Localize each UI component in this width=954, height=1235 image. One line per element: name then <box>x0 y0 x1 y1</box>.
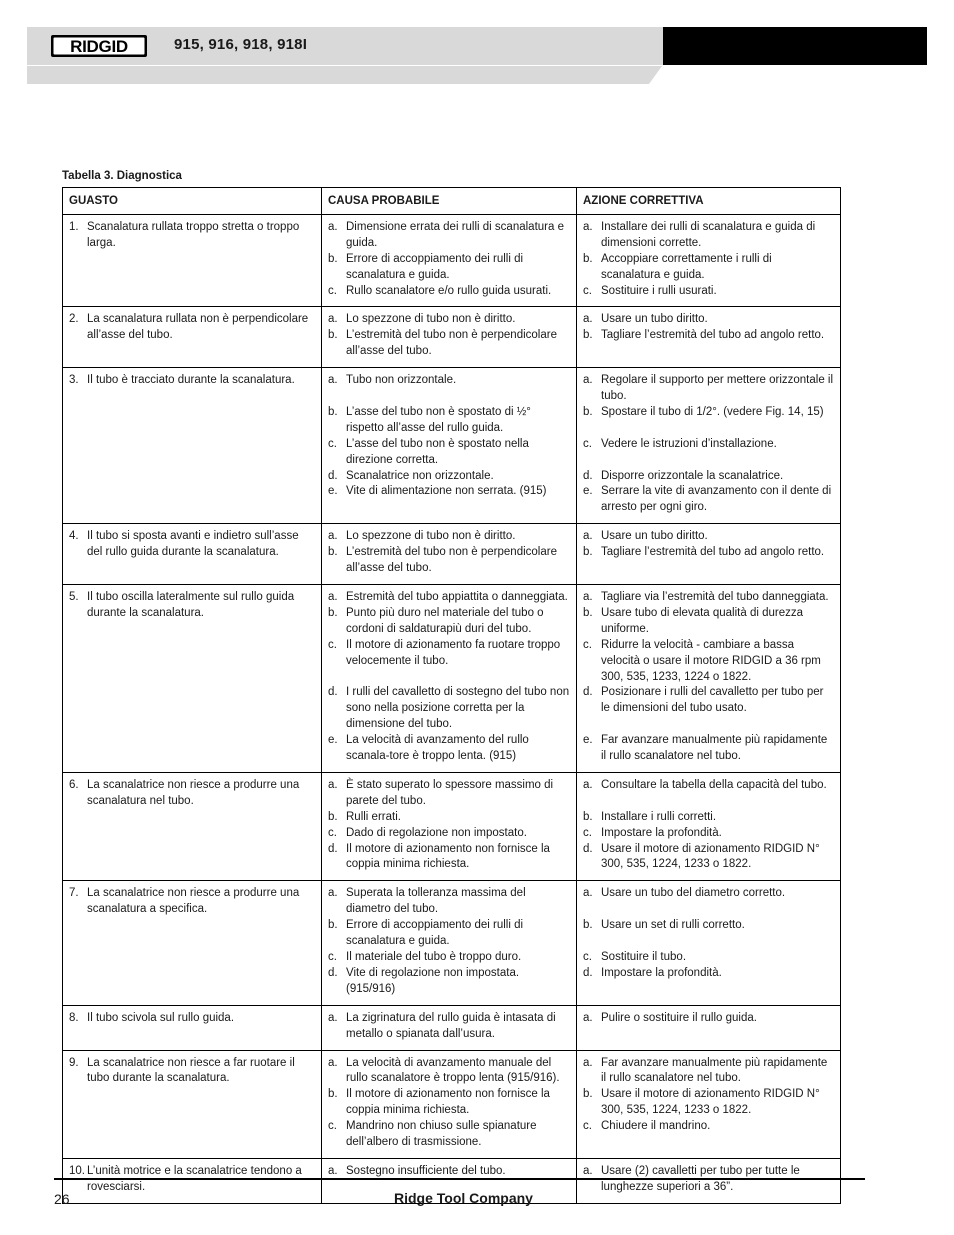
spacer <box>328 389 570 405</box>
cause-item <box>328 685 570 733</box>
spacer <box>583 794 834 810</box>
action-letter: a. <box>583 530 593 543</box>
action-letter: b. <box>583 329 593 342</box>
cause-text: Lo spezzone di tubo non è diritto. <box>346 313 516 326</box>
fault <box>69 1056 315 1088</box>
fault-cell <box>63 307 322 368</box>
cause-item <box>328 1011 570 1043</box>
action-item <box>583 484 834 516</box>
fault-text: La scanalatrice non riesce a far ruotare il tubo durante la scanalatura. <box>87 1056 295 1085</box>
cause-letter: c. <box>328 638 337 651</box>
spacer <box>583 902 834 918</box>
action-letter: c. <box>583 638 592 651</box>
action-cell <box>577 368 841 524</box>
action-item <box>583 328 834 344</box>
fault <box>69 312 315 344</box>
fault-text: Il tubo scivola sul rullo guida. <box>87 1011 235 1024</box>
fault-cell <box>63 772 322 880</box>
action-letter: d. <box>583 469 593 482</box>
action-text: Sostituire il tubo. <box>601 950 687 963</box>
cause-text: Scanalatrice non orizzontale. <box>346 469 494 482</box>
cause-item <box>328 373 570 389</box>
action-text: Accoppiare correttamente i rulli di scanalatura e guida. <box>601 252 772 281</box>
fault-text: La scanalatura rullata non è perpendicolare all’asse del tubo. <box>87 313 309 342</box>
action-item <box>583 1011 834 1027</box>
table-row <box>63 368 841 524</box>
table-row <box>63 772 841 880</box>
cause-text: Rullo scanalatore e/o rullo guida usurati. <box>346 284 552 297</box>
cause-item <box>328 638 570 670</box>
action-item <box>583 733 834 765</box>
cause-item <box>328 437 570 469</box>
action-letter: c. <box>583 1120 592 1133</box>
action-item <box>583 220 834 252</box>
spacer <box>583 934 834 950</box>
action-cell <box>577 524 841 585</box>
action-item <box>583 950 834 966</box>
action-item <box>583 1119 834 1135</box>
cause-text: Il motore di azionamento non fornisce la coppia minima richiesta. <box>346 1088 550 1117</box>
action-text: Installare i rulli corretti. <box>601 810 717 823</box>
fault <box>69 778 315 810</box>
table-row <box>63 1050 841 1158</box>
action-letter: a. <box>583 1011 593 1024</box>
action-text: Serrare la vite di avanzamento con il dente di arresto per ogni giro. <box>601 485 832 514</box>
cause-letter: e. <box>328 734 338 747</box>
cause-text: Errore di accoppiamento dei rulli di scanalatura e guida. <box>346 919 524 948</box>
fault-cell <box>63 524 322 585</box>
action-text: Usare il motore di azionamento RIDGID N° 300, 535, 1224, 1233 o 1822. <box>601 842 820 871</box>
action-text: Far avanzare manualmente più rapidamente il rullo scanalatore nel tubo. <box>601 734 828 763</box>
action-cell <box>577 881 841 1005</box>
action-item <box>583 826 834 842</box>
cause-letter: b. <box>328 405 338 418</box>
action-text: Sostituire i rulli usurati. <box>601 284 717 297</box>
cause-item <box>328 545 570 577</box>
cause-item <box>328 469 570 485</box>
action-text: Consultare la tabella della capacità del tubo. <box>601 778 827 791</box>
fault <box>69 373 315 389</box>
page-number: 26 <box>54 1191 70 1207</box>
fault-text: Il tubo si sposta avanti e indietro sull’asse del rullo guida durante la scanalatura. <box>87 530 299 559</box>
cause-letter: d. <box>328 686 338 699</box>
action-letter: b. <box>583 252 593 265</box>
action-letter: a. <box>583 374 593 387</box>
table-row <box>63 524 841 585</box>
action-item <box>583 966 834 982</box>
cause-letter: e. <box>328 485 338 498</box>
cause-cell <box>322 881 577 1005</box>
action-cell <box>577 1005 841 1050</box>
cause-text: Dado di regolazione non impostato. <box>346 826 527 839</box>
cause-text: Sostegno insufficiente del tubo. <box>346 1164 506 1177</box>
cause-text: Vite di regolazione non impostata. (915/916) <box>346 966 520 995</box>
spacer <box>583 453 834 469</box>
action-item <box>583 590 834 606</box>
action-text: Far avanzare manualmente più rapidamente il rullo scanalatore nel tubo. <box>601 1056 828 1085</box>
action-item <box>583 545 834 561</box>
cause-text: Superata la tolleranza massima del diametro del tubo. <box>346 887 526 916</box>
table-row <box>63 1005 841 1050</box>
action-letter: d. <box>583 966 593 979</box>
fault-text: La scanalatrice non riesce a produrre una scanalatura nel tubo. <box>87 778 300 807</box>
action-letter: b. <box>583 810 593 823</box>
action-text: Usare tubo di elevata qualità di durezza uniforme. <box>601 606 804 635</box>
cause-item <box>328 842 570 874</box>
cause-letter: b. <box>328 606 338 619</box>
fault-text: L’unità motrice e la scanalatrice tendono a rovesciarsi. <box>87 1164 302 1193</box>
action-text: Regolare il supporto per mettere orizzontale il tubo. <box>601 374 834 403</box>
cause-cell <box>322 307 577 368</box>
action-cell <box>577 1158 841 1203</box>
cause-letter: a. <box>328 220 338 233</box>
cause-text: Tubo non orizzontale. <box>346 374 457 387</box>
cause-letter: b. <box>328 252 338 265</box>
cause-text: La velocità di avanzamento manuale del rullo scanalatore è troppo lenta (915/916). <box>346 1056 560 1085</box>
cause-text: Il materiale del tubo è troppo duro. <box>346 951 522 964</box>
action-text: Installare dei rulli di scanalatura e guida di dimensioni corrette. <box>601 220 816 249</box>
fault-cell <box>63 1005 322 1050</box>
cause-letter: a. <box>328 591 338 603</box>
action-text: Impostare la profondità. <box>601 966 722 979</box>
cause-letter: b. <box>328 546 338 559</box>
cause-item <box>328 606 570 638</box>
action-text: Chiudere il mandrino. <box>601 1120 711 1133</box>
action-letter: a. <box>583 591 593 603</box>
diagnostics-table <box>62 187 841 1204</box>
action-item <box>583 606 834 638</box>
cause-cell <box>322 772 577 880</box>
cause-letter: d. <box>328 842 338 855</box>
cause-item <box>328 590 570 606</box>
action-letter: a. <box>583 778 593 791</box>
header-divider <box>27 65 663 66</box>
table-body <box>63 214 841 1203</box>
cause-cell <box>322 368 577 524</box>
cause-item <box>328 284 570 300</box>
cause-text: Mandrino non chiuso sulle spianature dell’albero di trasmissione. <box>346 1120 537 1149</box>
spacer <box>583 421 834 437</box>
action-item <box>583 685 834 717</box>
table-row <box>63 214 841 307</box>
action-text: Impostare la profondità. <box>601 826 722 839</box>
cause-item <box>328 220 570 252</box>
cause-item <box>328 826 570 842</box>
fault <box>69 220 315 252</box>
fault-number: 3. <box>69 374 79 387</box>
cause-item <box>328 484 570 500</box>
spacer <box>583 717 834 733</box>
cause-text: Errore di accoppiamento dei rulli di scanalatura e guida. <box>346 252 524 281</box>
cause-cell <box>322 1050 577 1158</box>
fault-cell <box>63 214 322 307</box>
cause-item <box>328 252 570 284</box>
action-letter: c. <box>583 284 592 297</box>
cause-item <box>328 529 570 545</box>
action-item <box>583 312 834 328</box>
cause-text: È stato superato lo spessore massimo di parete del tubo. <box>346 778 554 807</box>
cause-text: L’asse del tubo non è spostato nella direzione corretta. <box>346 437 529 466</box>
action-item <box>583 373 834 405</box>
action-letter: b. <box>583 919 593 932</box>
cause-letter: a. <box>328 1056 338 1069</box>
cause-letter: c. <box>328 951 337 964</box>
fault-cell <box>63 881 322 1005</box>
cause-item <box>328 778 570 810</box>
cause-text: L’estremità del tubo non è perpendicolare all’asse del tubo. <box>346 546 557 575</box>
action-text: Tagliare via l’estremità del tubo danneggiata. <box>601 591 829 603</box>
svg-text:RIDGID: RIDGID <box>70 37 128 56</box>
fault-number: 4. <box>69 530 79 543</box>
action-item <box>583 469 834 485</box>
fault-number: 7. <box>69 887 79 900</box>
fault-number: 5. <box>69 591 79 603</box>
cause-cell <box>322 524 577 585</box>
fault-number: 9. <box>69 1056 79 1069</box>
action-letter: e. <box>583 485 593 498</box>
action-cell <box>577 772 841 880</box>
action-letter: b. <box>583 1088 593 1101</box>
cause-text: Estremità del tubo appiattita o danneggiata. <box>346 591 568 603</box>
action-item <box>583 529 834 545</box>
action-item <box>583 810 834 826</box>
footer-rule <box>54 1178 865 1180</box>
fault <box>69 886 315 918</box>
cause-cell <box>322 1005 577 1050</box>
action-text: Usare (2) cavalletti per tubo per tutte le lunghezze superiori a 36”. <box>601 1164 800 1193</box>
fault <box>69 529 315 561</box>
cause-letter: d. <box>328 966 338 979</box>
table-row <box>63 881 841 1005</box>
cause-letter: c. <box>328 1120 337 1133</box>
fault <box>69 590 315 622</box>
cause-letter: b. <box>328 329 338 342</box>
cause-letter: b. <box>328 919 338 932</box>
cause-item <box>328 733 570 765</box>
cause-text: Rulli errati. <box>346 810 401 823</box>
cause-text: Vite di alimentazione non serrata. (915) <box>346 485 547 498</box>
fault-number: 8. <box>69 1011 79 1024</box>
cause-letter: a. <box>328 887 338 900</box>
cause-letter: a. <box>328 530 338 543</box>
fault-number: 6. <box>69 778 79 791</box>
cause-letter: a. <box>328 374 338 387</box>
cause-text: Il motore di azionamento non fornisce la coppia minima richiesta. <box>346 842 550 871</box>
action-item <box>583 638 834 686</box>
action-letter: c. <box>583 826 592 839</box>
cause-text: Punto più duro nel materiale del tubo o cordoni di saldaturapiù duri del tubo. <box>346 606 544 635</box>
action-text: Spostare il tubo di 1/2°. (vedere Fig. 14, 15) <box>601 405 824 418</box>
action-item <box>583 284 834 300</box>
table-row <box>63 307 841 368</box>
fault-text: Scanalatura rullata troppo stretta o troppo larga. <box>87 220 300 249</box>
cause-text: Lo spezzone di tubo non è diritto. <box>346 530 516 543</box>
action-cell <box>577 307 841 368</box>
cause-letter: a. <box>328 1011 338 1024</box>
action-text: Usare il motore di azionamento RIDGID N° 300, 535, 1224, 1233 o 1822. <box>601 1088 820 1117</box>
action-item <box>583 842 834 874</box>
action-text: Usare un tubo del diametro corretto. <box>601 887 786 900</box>
action-text: Pulire o sostituire il rullo guida. <box>601 1011 757 1024</box>
model-title: 915, 916, 918, 918I <box>174 36 308 53</box>
fault-number: 2. <box>69 313 79 326</box>
cause-letter: b. <box>328 810 338 823</box>
cause-item <box>328 405 570 437</box>
fault-number: 1. <box>69 220 79 233</box>
action-cell <box>577 214 841 307</box>
header-azione: AZIONE CORRETTIVA <box>577 188 841 215</box>
action-text: Usare un tubo diritto. <box>601 530 708 543</box>
action-item <box>583 252 834 284</box>
action-text: Tagliare l’estremità del tubo ad angolo retto. <box>601 546 825 559</box>
cause-letter: c. <box>328 437 337 450</box>
action-letter: a. <box>583 313 593 326</box>
cause-item <box>328 312 570 328</box>
company-name: Ridge Tool Company <box>394 1190 533 1206</box>
fault <box>69 1011 315 1027</box>
cause-item <box>328 950 570 966</box>
table-header-row <box>63 188 841 215</box>
cause-item <box>328 1119 570 1151</box>
cause-item <box>328 966 570 998</box>
fault-cell <box>63 368 322 524</box>
cause-cell <box>322 585 577 773</box>
action-text: Disporre orizzontale la scanalatrice. <box>601 469 784 482</box>
action-letter: d. <box>583 842 593 855</box>
cause-letter: b. <box>328 1088 338 1101</box>
action-item <box>583 1087 834 1119</box>
cause-text: I rulli del cavalletto di sostegno del tubo non sono nella posizione corretta per la dimensione del tubo. <box>346 686 570 731</box>
ridgid-logo <box>50 32 150 60</box>
action-letter: b. <box>583 606 593 619</box>
cause-letter: c. <box>328 826 337 839</box>
cause-text: Dimensione errata dei rulli di scanalatura e guida. <box>346 220 564 249</box>
action-text: Usare un tubo diritto. <box>601 313 708 326</box>
action-letter: b. <box>583 405 593 418</box>
table-row <box>63 585 841 773</box>
action-cell <box>577 1050 841 1158</box>
action-letter: a. <box>583 1164 593 1177</box>
spacer <box>328 670 570 686</box>
cause-letter: a. <box>328 1164 338 1177</box>
cause-item <box>328 1087 570 1119</box>
action-letter: a. <box>583 220 593 233</box>
cause-text: Il motore di azionamento fa ruotare troppo velocemente il tubo. <box>346 638 561 667</box>
cause-item <box>328 886 570 918</box>
header-causa: CAUSA PROBABILE <box>322 188 577 215</box>
cause-item <box>328 918 570 950</box>
cause-text: L’asse del tubo non è spostato di ½° rispetto all’asse del rullo guida. <box>346 405 531 434</box>
fault-number: 10. <box>69 1164 85 1177</box>
fault-cell <box>63 1050 322 1158</box>
action-text: Posizionare i rulli del cavalletto per tubo per le dimensioni del tubo usato. <box>601 686 824 715</box>
action-letter: a. <box>583 887 593 900</box>
cause-cell <box>322 214 577 307</box>
action-cell <box>577 585 841 773</box>
cause-item <box>328 1056 570 1088</box>
cause-text: La velocità di avanzamento del rullo scanala-tore è troppo lenta. (915) <box>346 734 529 763</box>
action-item <box>583 405 834 421</box>
header-black-bar <box>663 27 927 65</box>
action-letter: c. <box>583 950 592 963</box>
cause-text: La zigrinatura del rullo guida è intasata di metallo o spianata dall’usura. <box>346 1011 556 1040</box>
action-letter: c. <box>583 437 592 450</box>
cause-letter: a. <box>328 313 338 326</box>
action-text: Usare un set di rulli corretto. <box>601 919 745 932</box>
action-item <box>583 778 834 794</box>
cause-letter: c. <box>328 284 337 297</box>
cause-letter: a. <box>328 778 338 791</box>
fault-text: Il tubo è tracciato durante la scanalatura. <box>87 374 295 387</box>
action-text: Ridurre la velocità - cambiare a bassa velocità o usare il motore RIDGID a 36 rpm 300, 535, 1233, 1224 o 1822. <box>601 638 821 683</box>
cause-item <box>328 810 570 826</box>
fault-text: La scanalatrice non riesce a produrre una scanalatura a specifica. <box>87 887 300 916</box>
action-letter: b. <box>583 546 593 559</box>
cause-item <box>328 328 570 360</box>
action-text: Vedere le istruzioni d’installazione. <box>601 437 777 450</box>
fault-cell <box>63 1158 322 1203</box>
cause-text: L’estremità del tubo non è perpendicolare all’asse del tubo. <box>346 329 557 358</box>
fault-cell <box>63 585 322 773</box>
action-letter: e. <box>583 734 593 747</box>
action-text: Tagliare l’estremità del tubo ad angolo retto. <box>601 329 825 342</box>
action-letter: a. <box>583 1056 593 1069</box>
fault-text: Il tubo oscilla lateralmente sul rullo guida durante la scanalatura. <box>87 591 295 619</box>
action-item <box>583 918 834 934</box>
action-item <box>583 437 834 453</box>
cause-letter: d. <box>328 469 338 482</box>
header-guasto: GUASTO <box>63 188 322 215</box>
table-caption: Tabella 3. Diagnostica <box>62 170 182 182</box>
action-letter: d. <box>583 686 593 699</box>
action-item <box>583 1056 834 1088</box>
action-item <box>583 886 834 902</box>
